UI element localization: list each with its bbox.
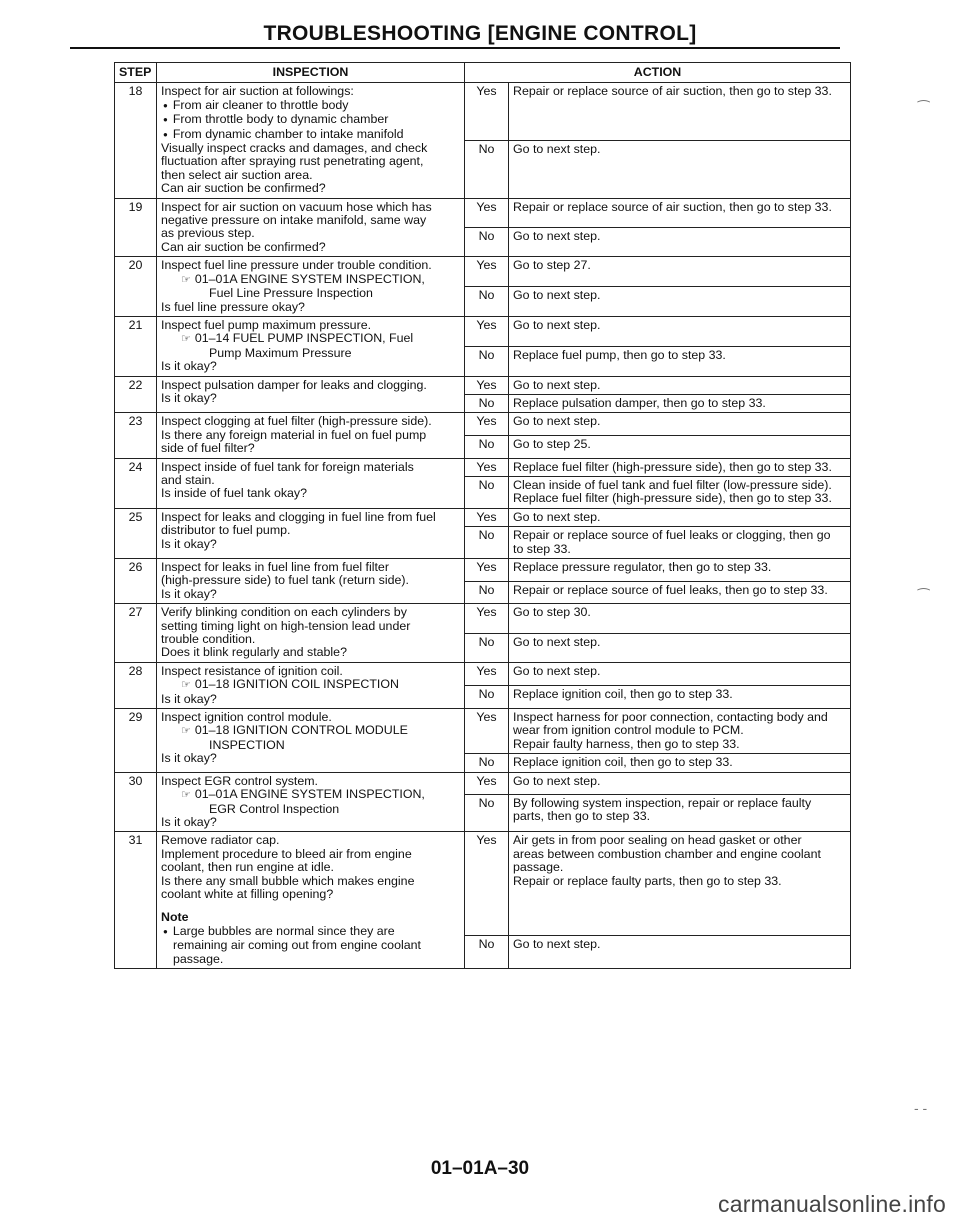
step-number: 19 [115, 198, 157, 257]
yes-label: Yes [465, 83, 509, 141]
no-action-cell [509, 754, 851, 772]
scan-mark: ‐ ‐ [914, 1100, 928, 1116]
yes-label: Yes [465, 604, 509, 633]
inspection-cell [157, 508, 465, 558]
yes-action-cell [509, 772, 851, 794]
table-row [115, 83, 851, 141]
inspection-reference: 01–01A ENGINE SYSTEM INSPECTION, [194, 271, 425, 286]
inspection-line: INSPECTION [209, 737, 285, 752]
inspection-line: Remove radiator cap. [161, 833, 280, 848]
scan-mark: ⁀ [918, 588, 930, 604]
yes-label: Yes [465, 662, 509, 685]
yes-action-cell [509, 508, 851, 526]
inspection-cell [157, 604, 465, 663]
yes-action-line: areas between combustion chamber and engine coolant [513, 846, 821, 861]
yes-action-cell [509, 198, 851, 227]
header-rule [70, 47, 840, 49]
inspection-line: and stain. [161, 472, 215, 487]
yes-action-line: Repair or replace faulty parts, then go to step 33. [513, 873, 782, 888]
inspection-line: Is it okay? [161, 359, 217, 374]
inspection-line: Inspect fuel pump maximum pressure. [161, 317, 372, 332]
yes-label: Yes [465, 709, 509, 754]
step-number: 31 [115, 832, 157, 969]
no-label: No [465, 394, 509, 412]
inspection-cell [157, 257, 465, 317]
inspection-line: Does it blink regularly and stable? [161, 645, 347, 660]
yes-action-line: Repair faulty harness, then go to step 33. [513, 736, 740, 751]
no-label: No [465, 227, 509, 256]
inspection-line: ● From throttle body to dynamic chamber [161, 113, 460, 127]
table-body [115, 83, 851, 969]
yes-action-cell [509, 83, 851, 141]
yes-action-line: Replace pressure regulator, then go to step 33. [513, 560, 772, 574]
yes-action-line: Repair or replace source of air suction, then go to step 33. [513, 84, 832, 99]
yes-action-cell [509, 458, 851, 476]
yes-action-line: Air gets in from poor sealing on head gasket or other [513, 833, 802, 848]
inspection-reference: 01–14 FUEL PUMP INSPECTION, Fuel [194, 331, 414, 346]
no-action-line: Go to next step. [513, 937, 601, 952]
inspection-line: Inspect for leaks in fuel line from fuel filter [161, 560, 389, 574]
no-action-cell [509, 287, 851, 317]
inspection-cell [157, 709, 465, 773]
reference-icon: ☞ [181, 679, 191, 692]
inspection-line: Inspect for leaks and clogging in fuel line from fuel [161, 509, 436, 524]
inspection-line: coolant, then run engine at idle. [161, 860, 334, 875]
inspection-line: Inspect ignition control module. [161, 710, 332, 725]
inspection-line: Inspect EGR control system. [161, 773, 319, 788]
inspection-line: ● From air cleaner to throttle body [161, 99, 460, 113]
no-action-line: Replace pulsation damper, then go to step 33. [513, 395, 766, 410]
inspection-line: as previous step. [161, 226, 255, 241]
no-action-line: Repair or replace source of fuel leaks or clogging, then go [513, 528, 831, 543]
inspection-line: trouble condition. [161, 632, 256, 647]
no-action-cell [509, 685, 851, 708]
no-action-cell [509, 633, 851, 662]
inspection-line: setting timing light on high-tension lead under [161, 618, 411, 633]
col-step-header: STEP [115, 63, 157, 83]
table-row [115, 559, 851, 582]
no-action-cell [509, 581, 851, 604]
inspection-line: Is it okay? [161, 751, 217, 766]
step-number: 18 [115, 83, 157, 198]
step-number: 30 [115, 772, 157, 832]
no-action-line: Go to next step. [513, 634, 601, 649]
inspection-cell [157, 559, 465, 604]
inspection-line: Inspect for air suction on vacuum hose which has [161, 199, 432, 214]
table-row [115, 458, 851, 476]
inspection-line: Can air suction be confirmed? [161, 181, 326, 196]
step-number: 29 [115, 709, 157, 773]
yes-action-line: Inspect harness for poor connection, contacting body and [513, 710, 828, 725]
inspection-line: Is it okay? [161, 691, 217, 706]
no-action-cell [509, 227, 851, 256]
inspection-cell [157, 832, 465, 969]
table-row [115, 604, 851, 633]
inspection-line: fluctuation after spraying rust penetrating agent, [161, 154, 424, 169]
yes-label: Yes [465, 458, 509, 476]
step-number: 27 [115, 604, 157, 663]
inspection-line: Visually inspect cracks and damages, and check [161, 141, 428, 156]
inspection-line: Inspect inside of fuel tank for foreign materials [161, 459, 414, 474]
reference-icon: ☞ [181, 273, 191, 286]
table-row [115, 198, 851, 227]
yes-label: Yes [465, 772, 509, 794]
table-row [115, 257, 851, 287]
table-row [115, 662, 851, 685]
inspection-cell [157, 413, 465, 458]
yes-action-cell [509, 604, 851, 633]
inspection-cell [157, 198, 465, 257]
inspection-line: Is fuel line pressure okay? [161, 299, 305, 314]
col-inspection-header: INSPECTION [157, 63, 465, 83]
inspection-line: Is it okay? [161, 814, 217, 829]
no-action-line: Go to next step. [513, 228, 601, 243]
yes-action-line: Go to next step. [513, 663, 601, 678]
watermark: carmanualsonline.info [718, 1191, 946, 1217]
inspection-line: (high-pressure side) to fuel tank (return side). [161, 573, 409, 588]
table-row [115, 772, 851, 794]
step-number: 26 [115, 559, 157, 604]
page-header [0, 22, 960, 46]
troubleshooting-table [114, 62, 851, 969]
inspection-reference: 01–18 IGNITION COIL INSPECTION [194, 677, 399, 692]
inspection-line: coolant white at filling opening? [161, 886, 334, 901]
no-label: No [465, 346, 509, 376]
no-label: No [465, 435, 509, 458]
inspection-reference: 01–01A ENGINE SYSTEM INSPECTION, [194, 787, 425, 802]
no-label: No [465, 936, 509, 969]
no-action-cell [509, 794, 851, 832]
table-row [115, 316, 851, 346]
step-number: 21 [115, 316, 157, 376]
yes-action-line: Go to step 27. [513, 258, 591, 273]
yes-action-cell [509, 709, 851, 754]
no-label: No [465, 685, 509, 708]
no-action-line: Go to next step. [513, 288, 601, 303]
no-action-line: Replace fuel pump, then go to step 33. [513, 347, 726, 362]
step-number: 22 [115, 376, 157, 413]
no-label: No [465, 527, 509, 559]
inspection-reference: 01–18 IGNITION CONTROL MODULE [194, 723, 408, 738]
inspection-line: Is there any foreign material in fuel on fuel pump [161, 427, 427, 442]
reference-icon: ☞ [181, 789, 191, 802]
inspection-line: Inspect resistance of ignition coil. [161, 663, 343, 678]
inspection-line: Is inside of fuel tank okay? [161, 486, 308, 501]
inspection-cell [157, 316, 465, 376]
no-label: No [465, 581, 509, 604]
yes-action-line: wear from ignition control module to PCM. [513, 723, 744, 738]
inspection-line: Is it okay? [161, 536, 217, 551]
yes-action-line: Go to next step. [513, 377, 601, 392]
inspection-line: Is it okay? [161, 586, 217, 601]
inspection-line: then select air suction area. [161, 167, 313, 182]
no-label: No [465, 476, 509, 508]
step-number: 25 [115, 508, 157, 558]
inspection-cell [157, 83, 465, 198]
step-number: 20 [115, 257, 157, 317]
no-action-line: Go to next step. [513, 142, 601, 157]
no-label: No [465, 141, 509, 199]
yes-action-cell [509, 316, 851, 346]
no-action-line: Go to step 25. [513, 436, 591, 451]
no-label: No [465, 287, 509, 317]
no-action-line: Replace fuel filter (high-pressure side), then go to step 33. [513, 491, 832, 506]
no-action-line: Repair or replace source of fuel leaks, then go to step 33. [513, 582, 828, 597]
inspection-cell [157, 458, 465, 508]
table-row [115, 709, 851, 754]
no-action-line: Clean inside of fuel tank and fuel filter (low-pressure side). [513, 477, 832, 492]
inspection-line: Is it okay? [161, 390, 217, 405]
yes-label: Yes [465, 413, 509, 436]
yes-label: Yes [465, 832, 509, 936]
no-action-line: to step 33. [513, 541, 571, 556]
inspection-line: Inspect fuel line pressure under trouble condition. [161, 258, 432, 273]
table-row [115, 508, 851, 526]
page-number: 01–01A–30 [430, 1158, 530, 1179]
yes-action-line: Go to step 30. [513, 605, 591, 620]
inspection-line: Can air suction be confirmed? [161, 239, 326, 254]
inspection-line: ● From dynamic chamber to intake manifold [161, 128, 460, 142]
no-label: No [465, 754, 509, 772]
inspection-line: Inspect clogging at fuel filter (high-pressure side). [161, 414, 432, 429]
no-action-line: parts, then go to step 33. [513, 808, 651, 823]
inspection-cell [157, 772, 465, 832]
note-line: remaining air coming out from engine coolant [173, 938, 421, 953]
no-action-cell [509, 476, 851, 508]
table-header-row [115, 63, 851, 83]
yes-label: Yes [465, 316, 509, 346]
inspection-cell [157, 662, 465, 708]
yes-action-line: Repair or replace source of air suction, then go to step 33. [513, 199, 832, 214]
yes-action-line: passage. [513, 860, 564, 875]
no-action-cell [509, 141, 851, 199]
inspection-line: Pump Maximum Pressure [209, 345, 352, 360]
yes-label: Yes [465, 257, 509, 287]
no-action-line: Replace ignition coil, then go to step 33. [513, 686, 733, 701]
no-label: No [465, 633, 509, 662]
no-action-line: Replace ignition coil, then go to step 33. [513, 755, 733, 770]
yes-action-cell [509, 662, 851, 685]
yes-label: Yes [465, 198, 509, 227]
inspection-line: negative pressure on intake manifold, same way [161, 213, 427, 228]
inspection-line: Implement procedure to bleed air from engine [161, 846, 412, 861]
yes-action-cell [509, 413, 851, 436]
inspection-line: Fuel Line Pressure Inspection [209, 286, 373, 301]
reference-icon: ☞ [181, 333, 191, 346]
no-action-line: By following system inspection, repair or replace faulty [513, 795, 812, 810]
table-row [115, 832, 851, 936]
note-label: Note [161, 910, 189, 925]
yes-action-cell [509, 376, 851, 394]
yes-label: Yes [465, 559, 509, 582]
inspection-line: EGR Control Inspection [209, 801, 340, 816]
table-row [115, 376, 851, 394]
yes-action-line: Go to next step. [513, 509, 601, 524]
table-row [115, 413, 851, 436]
step-number: 23 [115, 413, 157, 458]
note-line: passage. [173, 951, 224, 966]
yes-action-line: Go to next step. [513, 317, 601, 332]
step-number: 24 [115, 458, 157, 508]
page-title: TROUBLESHOOTING [ENGINE CONTROL] [263, 22, 697, 45]
scan-mark: ⁀ [918, 100, 930, 116]
inspection-line: side of fuel filter? [161, 441, 255, 456]
inspection-line: Inspect pulsation damper for leaks and clogging. [161, 377, 427, 392]
note-line: ● Large bubbles are normal since they are [161, 925, 460, 939]
step-number: 28 [115, 662, 157, 708]
no-action-cell [509, 346, 851, 376]
no-action-cell [509, 435, 851, 458]
no-action-cell [509, 527, 851, 559]
inspection-cell [157, 376, 465, 413]
inspection-line: distributor to fuel pump. [161, 523, 291, 538]
yes-action-cell [509, 559, 851, 582]
yes-action-cell [509, 257, 851, 287]
yes-label: Yes [465, 508, 509, 526]
col-action-header: ACTION [465, 63, 851, 83]
yes-action-line: Replace fuel filter (high-pressure side), then go to step 33. [513, 459, 832, 474]
yes-label: Yes [465, 376, 509, 394]
no-label: No [465, 794, 509, 832]
inspection-line: Inspect for air suction at followings: [161, 84, 354, 99]
inspection-line: Verify blinking condition on each cylinders by [161, 605, 407, 620]
inspection-line: Is there any small bubble which makes engine [161, 873, 415, 888]
reference-icon: ☞ [181, 725, 191, 738]
no-action-cell [509, 936, 851, 969]
yes-action-line: Go to next step. [513, 414, 601, 429]
yes-action-line: Go to next step. [513, 773, 601, 788]
yes-action-cell [509, 832, 851, 936]
no-action-cell [509, 394, 851, 412]
